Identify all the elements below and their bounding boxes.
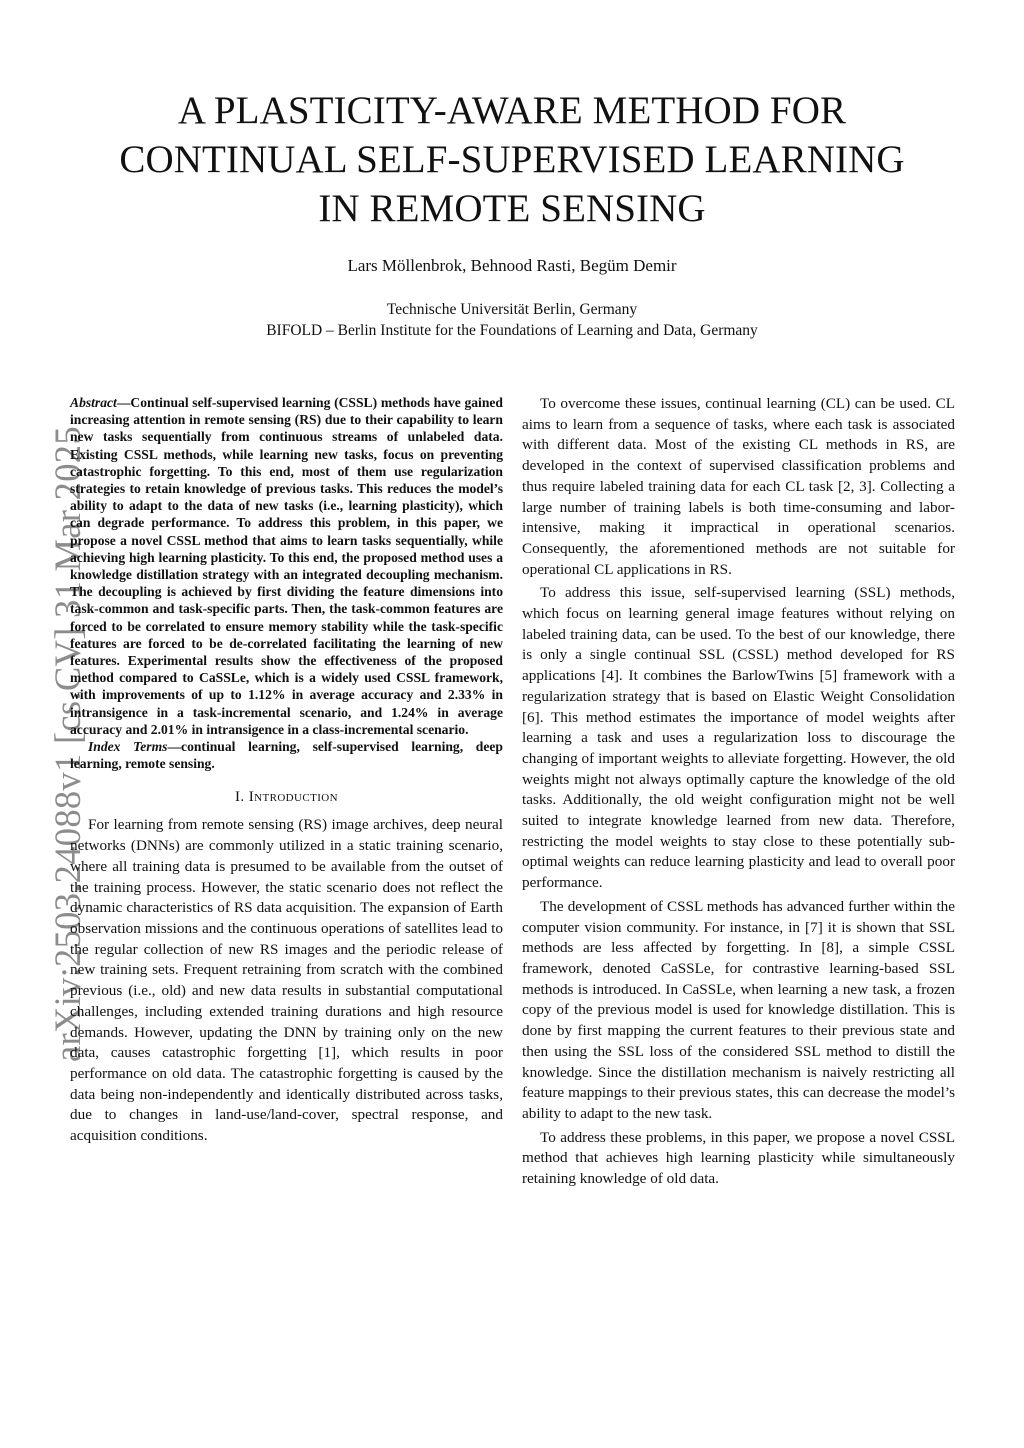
affiliation-bifold: BIFOLD – Berlin Institute for the Foundations of Learning and Data, Germany [266, 322, 758, 339]
left-column [70, 394, 503, 1147]
affiliation-tu-berlin: Technische Universität Berlin, Germany [386, 301, 638, 318]
abstract-label: Abstract [70, 395, 117, 410]
title-line-3: IN REMOTE SENSING [318, 187, 706, 230]
intro-paragraph-3: To address this issue, self-supervised learning (SSL) methods, which focus on learning general image features without relying on labeled training data, can be used. To the best of our knowledge, there is only a single continual SSL (CSSL) method developed for RS applications [4]. It combines the BarlowTwins [5] framework with a regularization strategy that is based on Elastic Weight Consolidation [6]. This method estimates the importance of model weights after learning a task and uses a regularization loss to discourage the changing of important weights to alleviate forgetting. However, the old weights might not always optimally capture the knowledge of the old tasks. Additionally, the old weight configuration might not be well suited to integrate knowledge learned from new data. Therefore, restricting the model weights to stay close to these potentially sub-optimal weights can reduce learning plasticity and lead to overall poor performance. [522, 584, 955, 892]
title-line-2: CONTINUAL SELF-SUPERVISED LEARNING [119, 138, 905, 181]
index-terms-text: —continual learning, self-supervised learning, deep learning, remote sensing. [70, 739, 503, 772]
paper-title [60, 86, 964, 233]
abstract [70, 394, 503, 738]
section-number: I. [235, 789, 245, 806]
arxiv-identifier: arXiv:2503.24088v1 [cs.CV] 31 Mar 2025 [47, 426, 88, 1062]
abstract-text: —Continual self-supervised learning (CSSL) methods have gained increasing attention in remote sensing (RS) due to their capability to learn new tasks sequentially from continuous streams of unlabeled data. Existing CSSL methods, while learning new tasks, focus on preventing catastrophic forgetting. To this end, most of them use regularization strategies to retain knowledge of previous tasks. This reduces the model’s ability to adapt to the data of new tasks (i.e., learning plasticity), which can degrade performance. To address this problem, in this paper, we propose a novel CSSL method that aims to learn tasks sequentially, while achieving high learning plasticity. To this end, the proposed method uses a knowledge distillation strategy with an integrated decoupling mechanism. The decoupling is achieved by first dividing the feature dimensions into task-common and task-specific parts. Then, the task-common features are forced to be correlated to ensure memory stability while the task-specific features are forced to be de-correlated facilitating the learning of new features. Experimental results show the effectiveness of the proposed method compared to CaSSLe, which is a widely used CSSL framework, with improvements of up to 1.12% in average accuracy and 2.33% in intransigence in a task-incremental scenario, and 1.24% in average accuracy and 2.01% in intransigence in a class-incremental scenario. [70, 395, 503, 737]
intro-paragraph-2: To overcome these issues, continual learning (CL) can be used. CL aims to learn from a sequence of tasks, where each task is associated with different data. Most of the existing CL methods in RS, are developed in the context of supervised classification problems and thus require labeled training data for each CL task [2, 3]. Collecting a large number of training labels is both time-consuming and labor-intensive, making it impractical in operational scenarios. Consequently, the aforementioned methods are not suitable for operational CL applications in RS. [522, 395, 955, 578]
right-column [522, 394, 955, 1193]
intro-paragraph-5: To address these problems, in this paper, we propose a novel CSSL method that achieves high learning plasticity while simultaneously retaining knowledge of old data. [522, 1128, 955, 1188]
author-list: Lars Möllenbrok, Behnood Rasti, Begüm Demir [347, 256, 677, 275]
section-title: Introduction [248, 789, 338, 806]
index-terms-label: Index Terms [88, 739, 168, 755]
index-terms [70, 738, 503, 772]
section-heading-introduction [70, 789, 503, 806]
intro-paragraph-1: For learning from remote sensing (RS) image archives, deep neural networks (DNNs) are commonly utilized in a static training scenario, where all training data is presumed to be available from the outset of the training process. However, the static scenario does not reflect the dynamic characteristics of RS data acquisition. The expansion of Earth observation missions and the continuous operations of satellites lead to the regular collection of new RS images and the periodic release of new training sets. Frequent retraining from scratch with the combined previous (i.e., old) and new data results in substantial computational challenges, including extended training durations and high resource demands. However, updating the DNN by training only on the new data, causes catastrophic forgetting [1], which results in poor performance on old data. The catastrophic forgetting is caused by the data being non-independently and identically distributed across tasks, due to changes in land-use/land-cover, spectral response, and acquisition conditions. [70, 816, 503, 1145]
intro-paragraph-4: The development of CSSL methods has advanced further within the computer vision community. For instance, in [7] it is shown that SSL methods are less affected by forgetting. In [8], a simple CSSL framework, denoted CaSSLe, for contrastive learning-based SSL methods is introduced. In CaSSLe, when learning a new task, a frozen copy of the previous model is used for knowledge distillation. This is done by first mapping the current features to their previous state and then using the SSL loss of the considered SSL method to distill the knowledge. Since the distillation mechanism is naively restricting all feature mappings to their previous states, this can decrease the model’s ability to adapt to the new task. [522, 897, 955, 1122]
title-line-1: A PLASTICITY-AWARE METHOD FOR [177, 89, 847, 132]
